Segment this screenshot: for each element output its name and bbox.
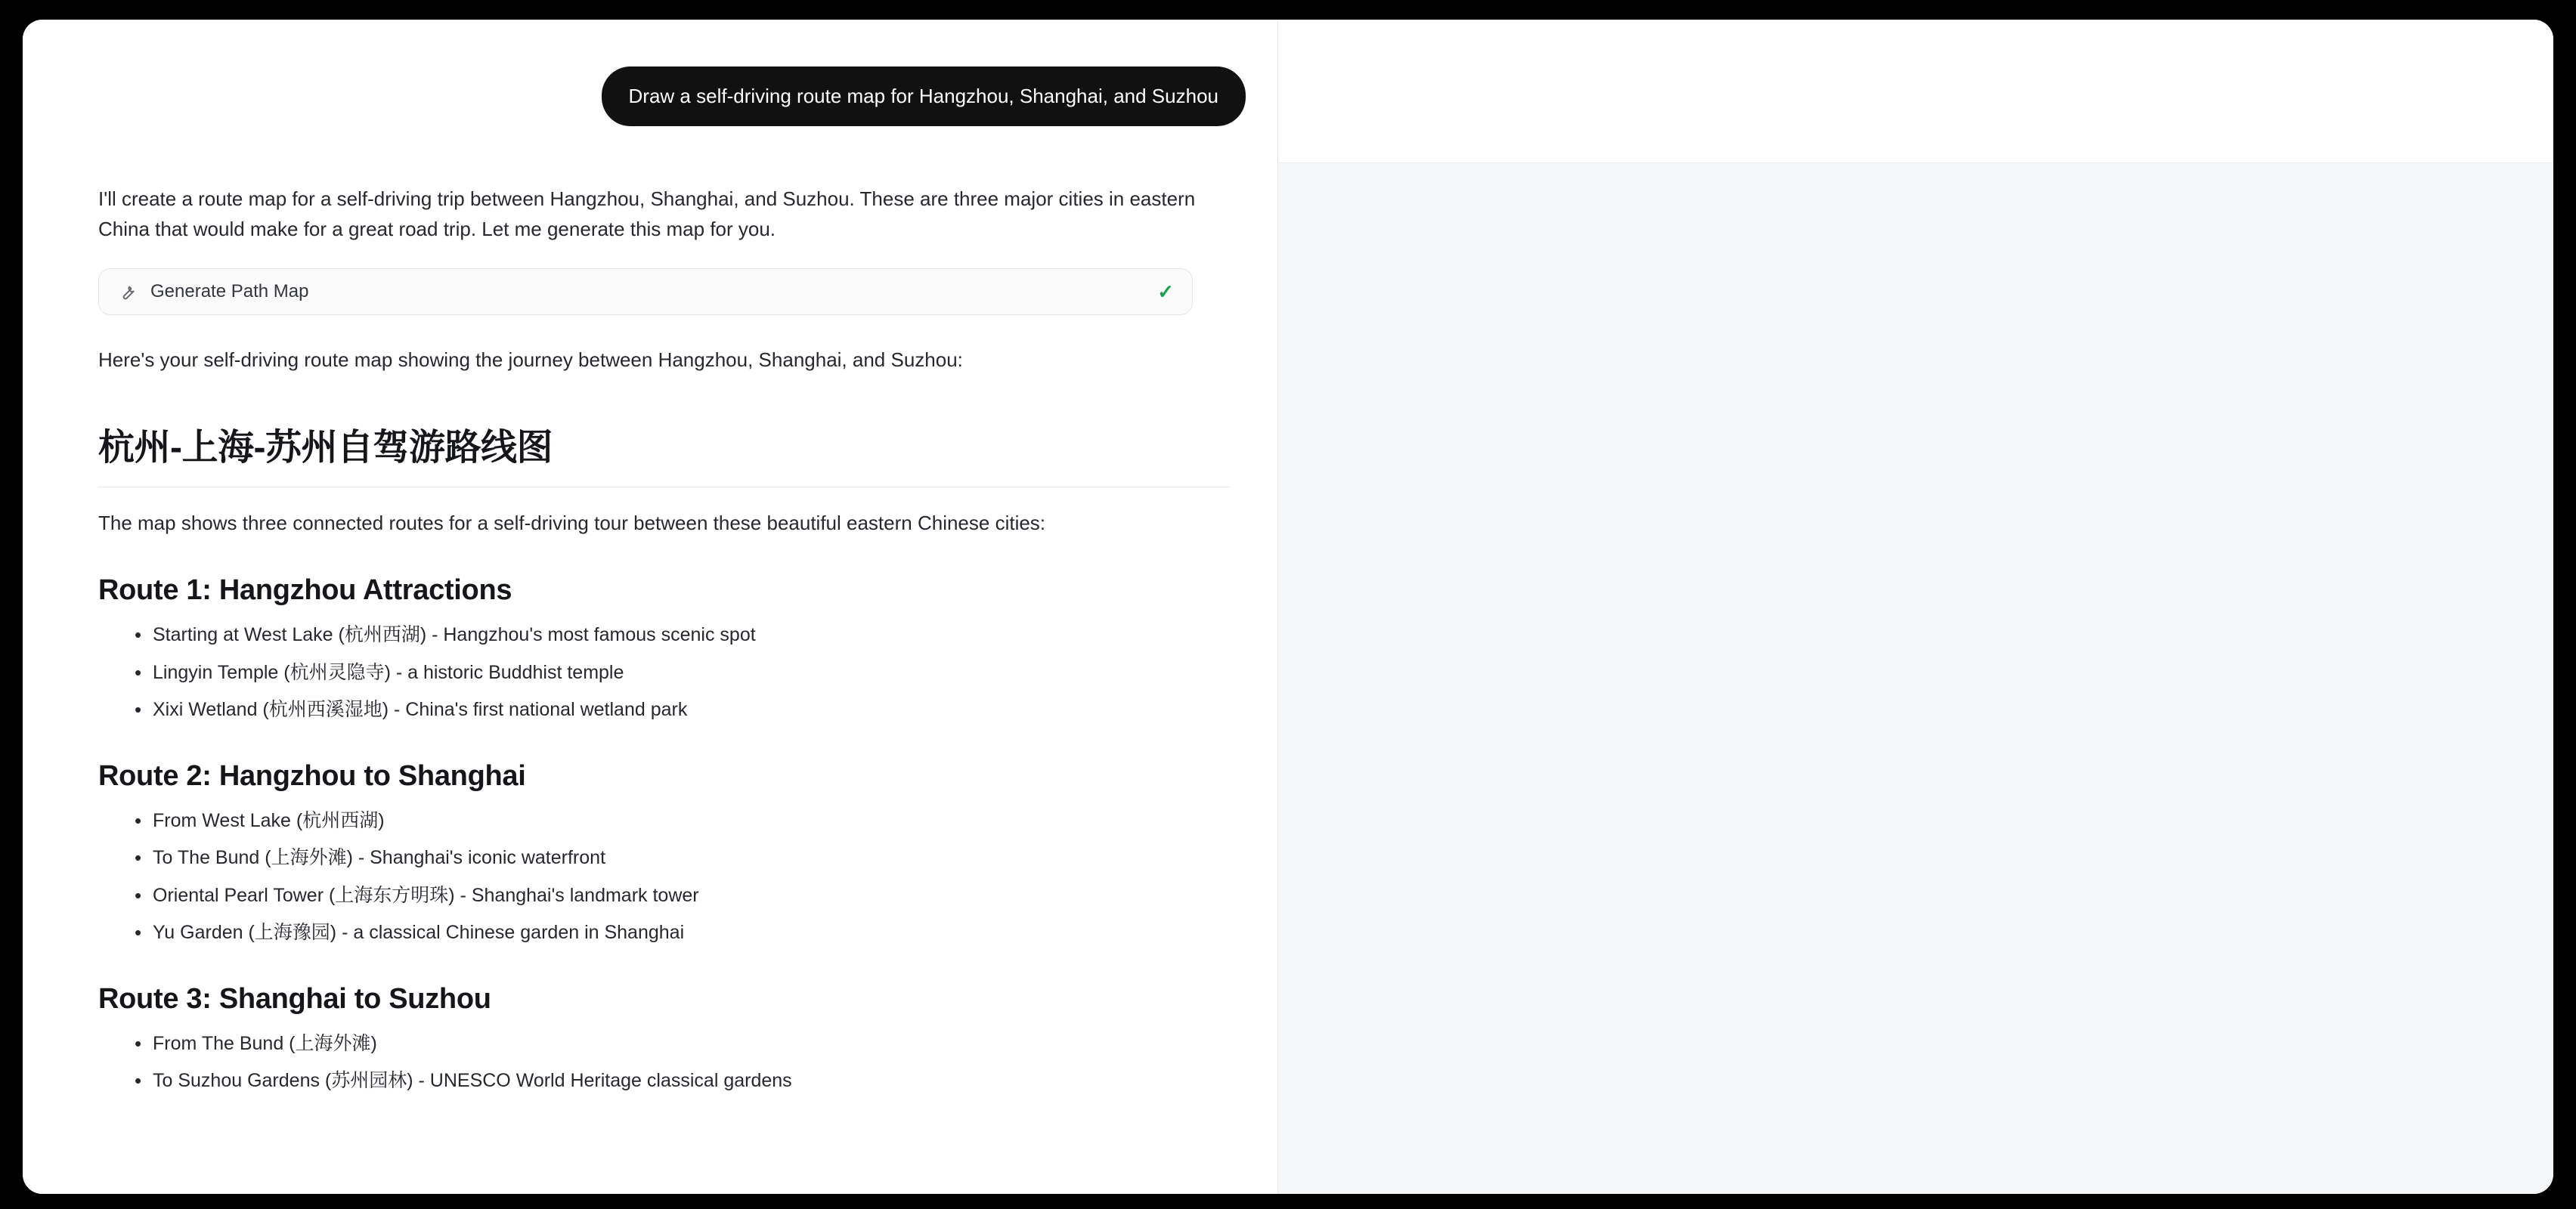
list-item: • To Suzhou Gardens (苏州园林) - UNESCO World Heritage classical gardens (135, 1068, 1232, 1095)
assistant-followup-text: Here's your self-driving route map showing the journey between Hangzhou, Shanghai, and Suzhou: (98, 348, 963, 372)
doc-subtitle: The map shows three connected routes for a self-driving tour between these beautiful eastern Chinese cities: (98, 511, 1046, 534)
tool-output-header (1278, 20, 2553, 163)
section-heading-route-1: Route 1: Hangzhou Attractions (98, 574, 512, 607)
section-heading-route-2: Route 2: Hangzhou to Shanghai (98, 759, 526, 792)
check-icon: ✓ (1157, 280, 1174, 303)
assistant-intro-text: I'll create a route map for a self-driving trip between Hangzhou, Shanghai, and Suzhou. These are three major cities in eastern China that would make for a great road trip. Let me generate this map for you. (98, 187, 1196, 240)
page-title: 杭州-上海-苏州自驾游路线图 (98, 427, 553, 468)
section-list-route-2 (98, 808, 1232, 947)
list-item: • Oriental Pearl Tower (上海东方明珠) - Shanghai's landmark tower (135, 883, 1232, 910)
list-item: • Lingyin Temple (杭州灵隐寺) - a historic Buddhist temple (135, 660, 1232, 687)
list-item: • From The Bund (上海外滩) (135, 1031, 1232, 1058)
assistant-message (98, 184, 1232, 1105)
app-window (23, 20, 2553, 1194)
tool-output-pane (1278, 20, 2553, 1194)
user-message-bubble: Draw a self-driving route map for Hangzhou, Shanghai, and Suzhou (602, 66, 1246, 126)
list-item: • From West Lake (杭州西湖) (135, 808, 1232, 835)
chat-pane (23, 20, 1278, 1194)
tool-call-chip[interactable] (98, 268, 1193, 315)
wrench-icon (117, 282, 137, 301)
list-item: • Xixi Wetland (杭州西溪湿地) - China's first national wetland park (135, 697, 1232, 724)
section-list-route-1 (98, 622, 1232, 724)
list-item: • To The Bund (上海外滩) - Shanghai's iconic waterfront (135, 845, 1232, 872)
list-item: • Starting at West Lake (杭州西湖) - Hangzhou's most famous scenic spot (135, 622, 1232, 649)
section-list-route-3 (98, 1031, 1232, 1095)
tool-call-label: Generate Path Map (150, 281, 309, 302)
list-item: • Yu Garden (上海豫园) - a classical Chinese garden in Shanghai (135, 920, 1232, 947)
section-heading-route-3: Route 3: Shanghai to Suzhou (98, 982, 491, 1015)
